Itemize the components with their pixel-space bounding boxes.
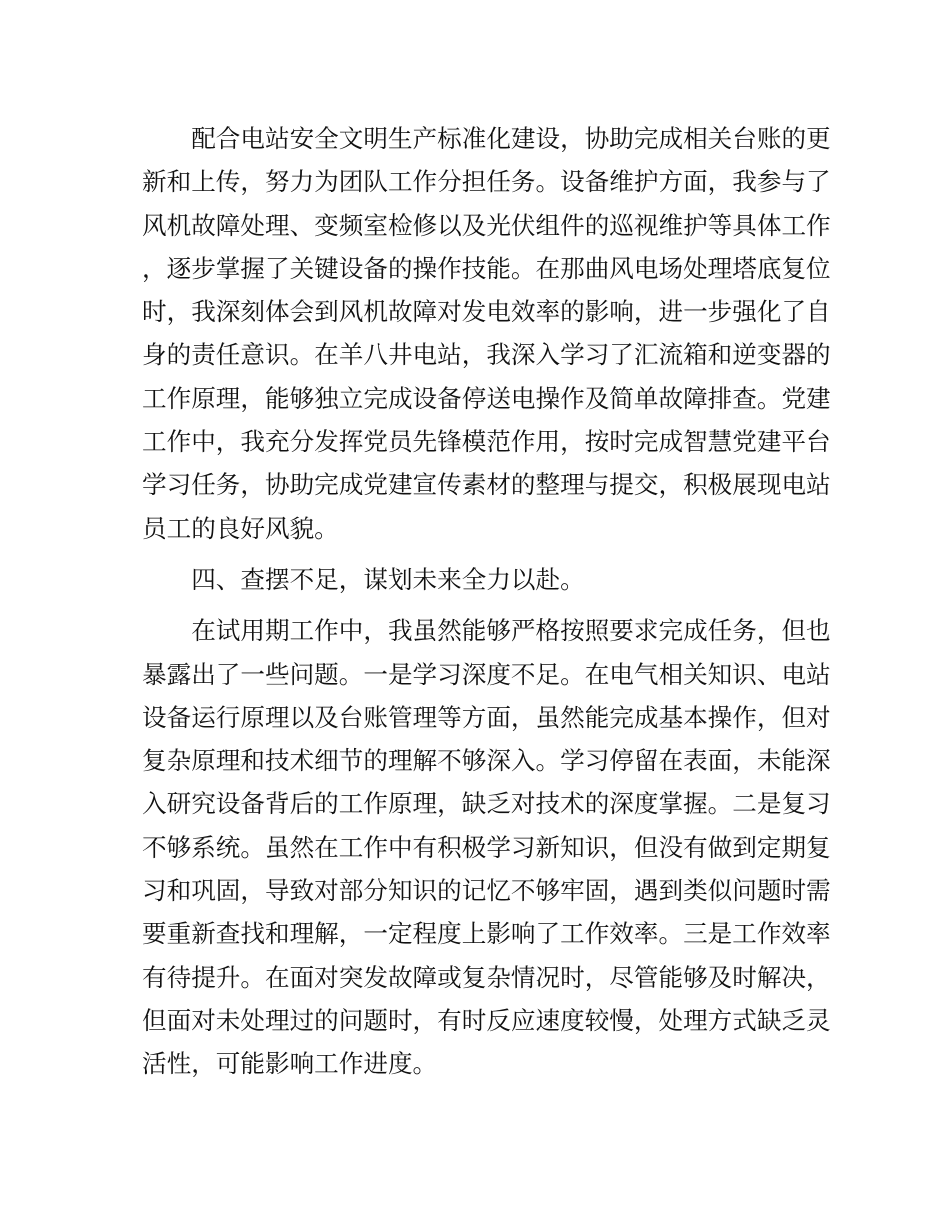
document-body	[142, 117, 832, 1086]
section-heading-shortcomings: 四、查摆不足，谋划未来全力以赴。	[191, 564, 585, 594]
paragraph-shortcomings: 在试用期工作中，我虽然能够严格按照要求完成任务，但也暴露出了一些问题。一是学习深度不足。在电气相关知识、电站设备运行原理以及台账管理等方面，虽然能完成基本操作，但对复杂原理和技术细节的理解不够深入。学习停留在表面，未能深入研究设备背后的工作原理，缺乏对技术的深度掌握。二是复习不够系统。虽然在工作中有积极学习新知识，但没有做到定期复习和巩固，导致对部分知识的记忆不够牢固，遇到类似问题时需要重新查找和理解，一定程度上影响了工作效率。三是工作效率有待提升。在面对突发故障或复杂情况时，尽管能够及时解决，但面对未处理过的问题时，有时反应速度较慢，处理方式缺乏灵活性，可能影响工作进度。	[142, 616, 831, 1079]
paragraph-work-summary: 配合电站安全文明生产标准化建设，协助完成相关台账的更新和上传，努力为团队工作分担任务。设备维护方面，我参与了风机故障处理、变频室检修以及光伏组件的巡视维护等具体工作，逐步掌握了关键设备的操作技能。在那曲风电场处理塔底复位时，我深刻体会到风机故障对发电效率的影响，进一步强化了自身的责任意识。在羊八井电站，我深入学习了汇流箱和逆变器的工作原理，能够独立完成设备停送电操作及简单故障排查。党建工作中，我充分发挥党员先锋模范作用，按时完成智慧党建平台学习任务，协助完成党建宣传素材的整理与提交，积极展现电站员工的良好风貌。	[142, 124, 831, 543]
